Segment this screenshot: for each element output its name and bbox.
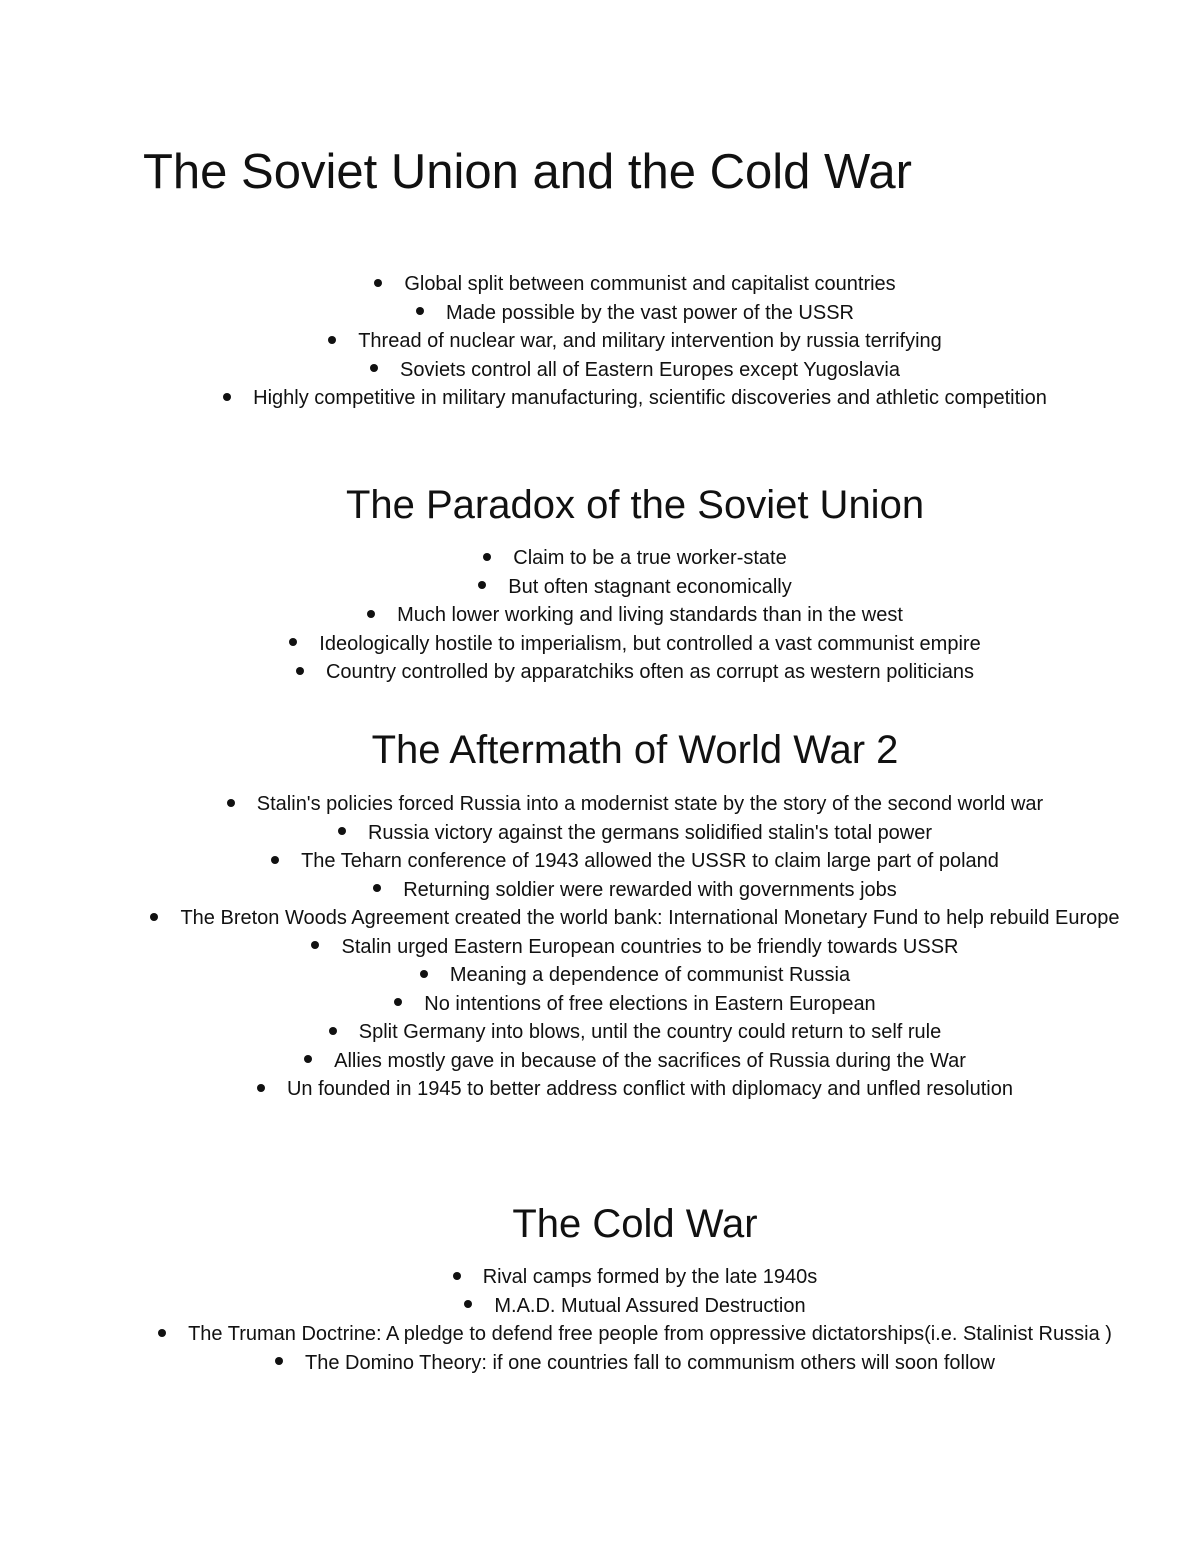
bullet-icon <box>289 638 297 646</box>
bullet-icon <box>373 884 381 892</box>
list-item: The Teharn conference of 1943 allowed the USSR to claim large part of poland <box>150 847 1120 876</box>
bullet-icon <box>329 1027 337 1035</box>
list-item: Country controlled by apparatchiks often as corrupt as western politicians <box>150 658 1120 687</box>
bullet-icon <box>158 1329 166 1337</box>
bullet-icon <box>227 799 235 807</box>
list-item: Stalin urged Eastern European countries to be friendly towards USSR <box>150 933 1120 962</box>
bullet-icon <box>453 1272 461 1280</box>
list-item: The Breton Woods Agreement created the world bank: International Monetary Fund to help rebuild Europe <box>150 904 1120 933</box>
list-item: Soviets control all of Eastern Europes except Yugoslavia <box>150 356 1120 385</box>
bullet-icon <box>370 364 378 372</box>
list-item: Stalin's policies forced Russia into a modernist state by the story of the second world war <box>150 790 1120 819</box>
bullet-icon <box>478 581 486 589</box>
list-item: Much lower working and living standards than in the west <box>150 601 1120 630</box>
bullet-icon <box>296 667 304 675</box>
list-item: Split Germany into blows, until the country could return to self rule <box>150 1018 1120 1047</box>
list-item: Un founded in 1945 to better address conflict with diplomacy and unfled resolution <box>150 1075 1120 1104</box>
section-list-cold-war <box>150 1263 1120 1377</box>
list-item: Claim to be a true worker-state <box>150 544 1120 573</box>
bullet-icon <box>416 307 424 315</box>
section-list-aftermath <box>150 790 1120 1104</box>
list-item: But often stagnant economically <box>150 573 1120 602</box>
bullet-icon <box>374 279 382 287</box>
section-heading-cold-war: The Cold War <box>512 1202 758 1246</box>
list-item: No intentions of free elections in Eastern European <box>150 990 1120 1019</box>
list-item: Russia victory against the germans solidified stalin's total power <box>150 819 1120 848</box>
list-item: Global split between communist and capitalist countries <box>150 270 1120 299</box>
bullet-icon <box>150 913 158 921</box>
bullet-icon <box>311 941 319 949</box>
list-item: M.A.D. Mutual Assured Destruction <box>150 1292 1120 1321</box>
bullet-icon <box>420 970 428 978</box>
list-item: Ideologically hostile to imperialism, but controlled a vast communist empire <box>150 630 1120 659</box>
bullet-icon <box>367 610 375 618</box>
list-item: Returning soldier were rewarded with governments jobs <box>150 876 1120 905</box>
bullet-icon <box>257 1084 265 1092</box>
bullet-icon <box>394 998 402 1006</box>
bullet-icon <box>483 553 491 561</box>
list-item: Rival camps formed by the late 1940s <box>150 1263 1120 1292</box>
bullet-icon <box>304 1055 312 1063</box>
bullet-icon <box>223 393 231 401</box>
bullet-icon <box>338 827 346 835</box>
bullet-icon <box>271 856 279 864</box>
section-list-paradox <box>150 544 1120 687</box>
bullet-icon <box>464 1300 472 1308</box>
list-item: The Truman Doctrine: A pledge to defend free people from oppressive dictatorships(i.e. Stalinist Russia ) <box>150 1320 1120 1349</box>
bullet-icon <box>275 1357 283 1365</box>
bullet-icon <box>328 336 336 344</box>
intro-list <box>150 270 1120 413</box>
list-item: Thread of nuclear war, and military intervention by russia terrifying <box>150 327 1120 356</box>
list-item: The Domino Theory: if one countries fall to communism others will soon follow <box>150 1349 1120 1378</box>
list-item: Meaning a dependence of communist Russia <box>150 961 1120 990</box>
page-title: The Soviet Union and the Cold War <box>143 145 912 199</box>
section-heading-paradox: The Paradox of the Soviet Union <box>345 483 925 527</box>
list-item: Allies mostly gave in because of the sacrifices of Russia during the War <box>150 1047 1120 1076</box>
section-heading-aftermath: The Aftermath of World War 2 <box>371 728 899 772</box>
list-item: Highly competitive in military manufacturing, scientific discoveries and athletic competition <box>150 384 1120 413</box>
list-item: Made possible by the vast power of the USSR <box>150 299 1120 328</box>
